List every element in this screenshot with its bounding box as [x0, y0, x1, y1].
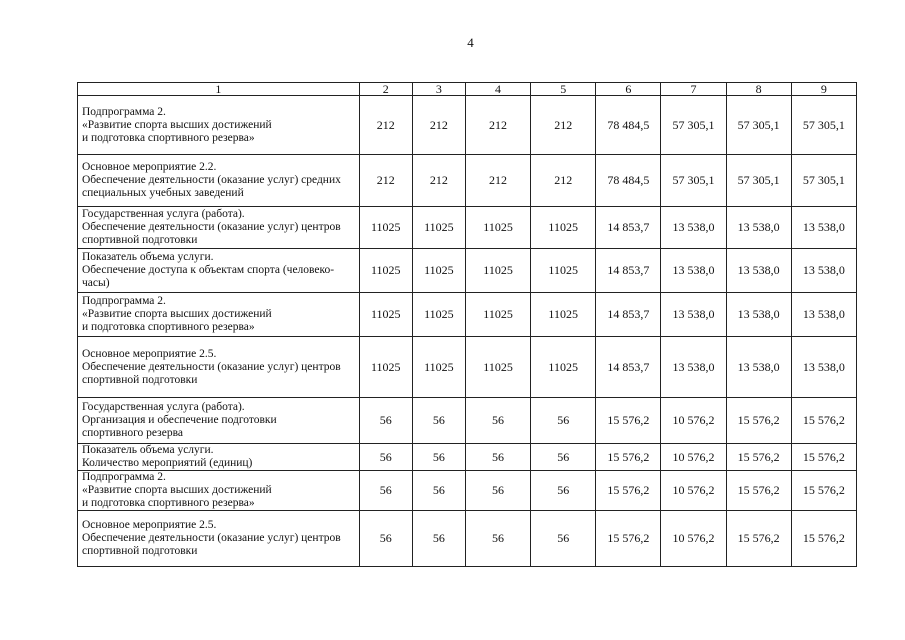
value-cell: 56 [412, 511, 465, 567]
value-cell: 13 538,0 [661, 293, 726, 337]
description-line: Показатель объема услуги. [82, 251, 214, 263]
value-cell: 13 538,0 [791, 249, 856, 293]
page-number: 4 [467, 35, 474, 50]
value-cell: 10 576,2 [661, 471, 726, 511]
value-cell: 11025 [531, 293, 596, 337]
value-cell: 11025 [359, 293, 412, 337]
value-cell: 11025 [531, 337, 596, 398]
row-description [78, 337, 360, 398]
value-cell: 14 853,7 [596, 337, 661, 398]
value-cell: 11025 [531, 207, 596, 249]
value-cell: 14 853,7 [596, 207, 661, 249]
description-line: и подготовка спортивного резерва» [82, 131, 255, 144]
value-cell: 15 576,2 [791, 471, 856, 511]
value-cell: 212 [412, 96, 465, 155]
description-line: «Развитие спорта высших достижений [82, 484, 272, 496]
column-header: 1 [78, 83, 360, 96]
value-cell: 15 576,2 [726, 398, 791, 444]
description-line: Показатель объема услуги. [82, 444, 214, 456]
value-cell: 11025 [465, 337, 530, 398]
description-line: Подпрограмма 2. [82, 105, 166, 118]
table-row [78, 398, 857, 444]
description-line: «Развитие спорта высших достижений [82, 308, 272, 320]
value-cell: 11025 [412, 207, 465, 249]
value-cell: 11025 [412, 337, 465, 398]
row-description [78, 471, 360, 511]
column-header: 8 [726, 83, 791, 96]
value-cell: 212 [531, 155, 596, 207]
value-cell: 10 576,2 [661, 511, 726, 567]
description-line: Обеспечение деятельности (оказание услуг) средних [82, 174, 341, 186]
description-line: и подготовка спортивного резерва» [82, 321, 255, 333]
column-header: 3 [412, 83, 465, 96]
column-header: 6 [596, 83, 661, 96]
data-table [77, 82, 857, 567]
value-cell: 57 305,1 [791, 155, 856, 207]
description-line: спортивной подготовки [82, 545, 198, 557]
value-cell: 56 [531, 398, 596, 444]
table-row [78, 293, 857, 337]
description-line: Обеспечение доступа к объектам спорта (человеко- [82, 264, 335, 276]
value-cell: 78 484,5 [596, 155, 661, 207]
table-row [78, 337, 857, 398]
value-cell: 56 [359, 398, 412, 444]
value-cell: 212 [465, 155, 530, 207]
value-cell: 10 576,2 [661, 444, 726, 471]
value-cell: 56 [465, 444, 530, 471]
value-cell: 56 [531, 471, 596, 511]
description-line: Подпрограмма 2. [82, 471, 166, 483]
value-cell: 56 [465, 471, 530, 511]
row-description [78, 96, 360, 155]
row-description [78, 444, 360, 471]
value-cell: 212 [531, 96, 596, 155]
value-cell: 15 576,2 [726, 471, 791, 511]
value-cell: 15 576,2 [791, 398, 856, 444]
row-description [78, 511, 360, 567]
value-cell: 11025 [465, 207, 530, 249]
value-cell: 15 576,2 [791, 444, 856, 471]
value-cell: 13 538,0 [726, 249, 791, 293]
header-row [78, 83, 857, 96]
description-line: Основное мероприятие 2.5. [82, 519, 217, 531]
value-cell: 56 [531, 511, 596, 567]
description-line: спортивного резерва [82, 427, 183, 439]
description-line: часы) [82, 277, 110, 289]
value-cell: 13 538,0 [791, 337, 856, 398]
value-cell: 57 305,1 [726, 96, 791, 155]
value-cell: 11025 [465, 293, 530, 337]
column-header: 4 [465, 83, 530, 96]
description-line: спортивной подготовки [82, 234, 198, 246]
table-row [78, 207, 857, 249]
row-description [78, 398, 360, 444]
value-cell: 15 576,2 [726, 444, 791, 471]
value-cell: 57 305,1 [726, 155, 791, 207]
table-row [78, 444, 857, 471]
description-line: Основное мероприятие 2.5. [82, 347, 217, 360]
value-cell: 15 576,2 [596, 511, 661, 567]
description-line: специальных учебных заведений [82, 187, 244, 199]
description-line: Количество мероприятий (единиц) [82, 457, 253, 469]
description-line: Государственная услуга (работа). [82, 208, 245, 220]
value-cell: 212 [412, 155, 465, 207]
description-line: Обеспечение деятельности (оказание услуг) центров [82, 532, 341, 544]
value-cell: 15 576,2 [596, 398, 661, 444]
value-cell: 56 [531, 444, 596, 471]
value-cell: 13 538,0 [726, 337, 791, 398]
description-line: «Развитие спорта высших достижений [82, 118, 272, 131]
table-row [78, 96, 857, 155]
value-cell: 13 538,0 [661, 249, 726, 293]
value-cell: 57 305,1 [661, 155, 726, 207]
value-cell: 15 576,2 [791, 511, 856, 567]
value-cell: 57 305,1 [791, 96, 856, 155]
value-cell: 14 853,7 [596, 293, 661, 337]
value-cell: 212 [359, 155, 412, 207]
table-row [78, 249, 857, 293]
row-description [78, 155, 360, 207]
table-row [78, 155, 857, 207]
value-cell: 13 538,0 [726, 293, 791, 337]
table-row [78, 511, 857, 567]
description-line: Обеспечение деятельности (оказание услуг) центров [82, 221, 341, 233]
table-body [78, 96, 857, 567]
description-line: Государственная услуга (работа). [82, 401, 245, 413]
value-cell: 11025 [531, 249, 596, 293]
description-line: Организация и обеспечение подготовки [82, 414, 277, 426]
description-line: Обеспечение деятельности (оказание услуг) центров [82, 360, 341, 373]
column-header: 2 [359, 83, 412, 96]
value-cell: 56 [465, 511, 530, 567]
table-row [78, 471, 857, 511]
description-line: Основное мероприятие 2.2. [82, 161, 217, 173]
value-cell: 56 [359, 444, 412, 471]
value-cell: 57 305,1 [661, 96, 726, 155]
row-description [78, 249, 360, 293]
value-cell: 11025 [412, 249, 465, 293]
value-cell: 13 538,0 [661, 337, 726, 398]
value-cell: 56 [359, 511, 412, 567]
row-description [78, 293, 360, 337]
value-cell: 78 484,5 [596, 96, 661, 155]
value-cell: 15 576,2 [596, 444, 661, 471]
value-cell: 13 538,0 [661, 207, 726, 249]
value-cell: 212 [465, 96, 530, 155]
value-cell: 212 [359, 96, 412, 155]
value-cell: 56 [412, 471, 465, 511]
value-cell: 13 538,0 [791, 207, 856, 249]
value-cell: 56 [412, 444, 465, 471]
column-header: 5 [531, 83, 596, 96]
value-cell: 15 576,2 [596, 471, 661, 511]
value-cell: 11025 [412, 293, 465, 337]
value-cell: 56 [359, 471, 412, 511]
value-cell: 13 538,0 [726, 207, 791, 249]
description-line: спортивной подготовки [82, 373, 198, 386]
row-description [78, 207, 360, 249]
description-line: и подготовка спортивного резерва» [82, 497, 255, 509]
value-cell: 11025 [359, 337, 412, 398]
value-cell: 15 576,2 [726, 511, 791, 567]
value-cell: 11025 [359, 207, 412, 249]
value-cell: 13 538,0 [791, 293, 856, 337]
value-cell: 56 [465, 398, 530, 444]
column-header: 7 [661, 83, 726, 96]
value-cell: 11025 [465, 249, 530, 293]
value-cell: 56 [412, 398, 465, 444]
value-cell: 11025 [359, 249, 412, 293]
value-cell: 10 576,2 [661, 398, 726, 444]
column-header: 9 [791, 83, 856, 96]
description-line: Подпрограмма 2. [82, 295, 166, 307]
value-cell: 14 853,7 [596, 249, 661, 293]
